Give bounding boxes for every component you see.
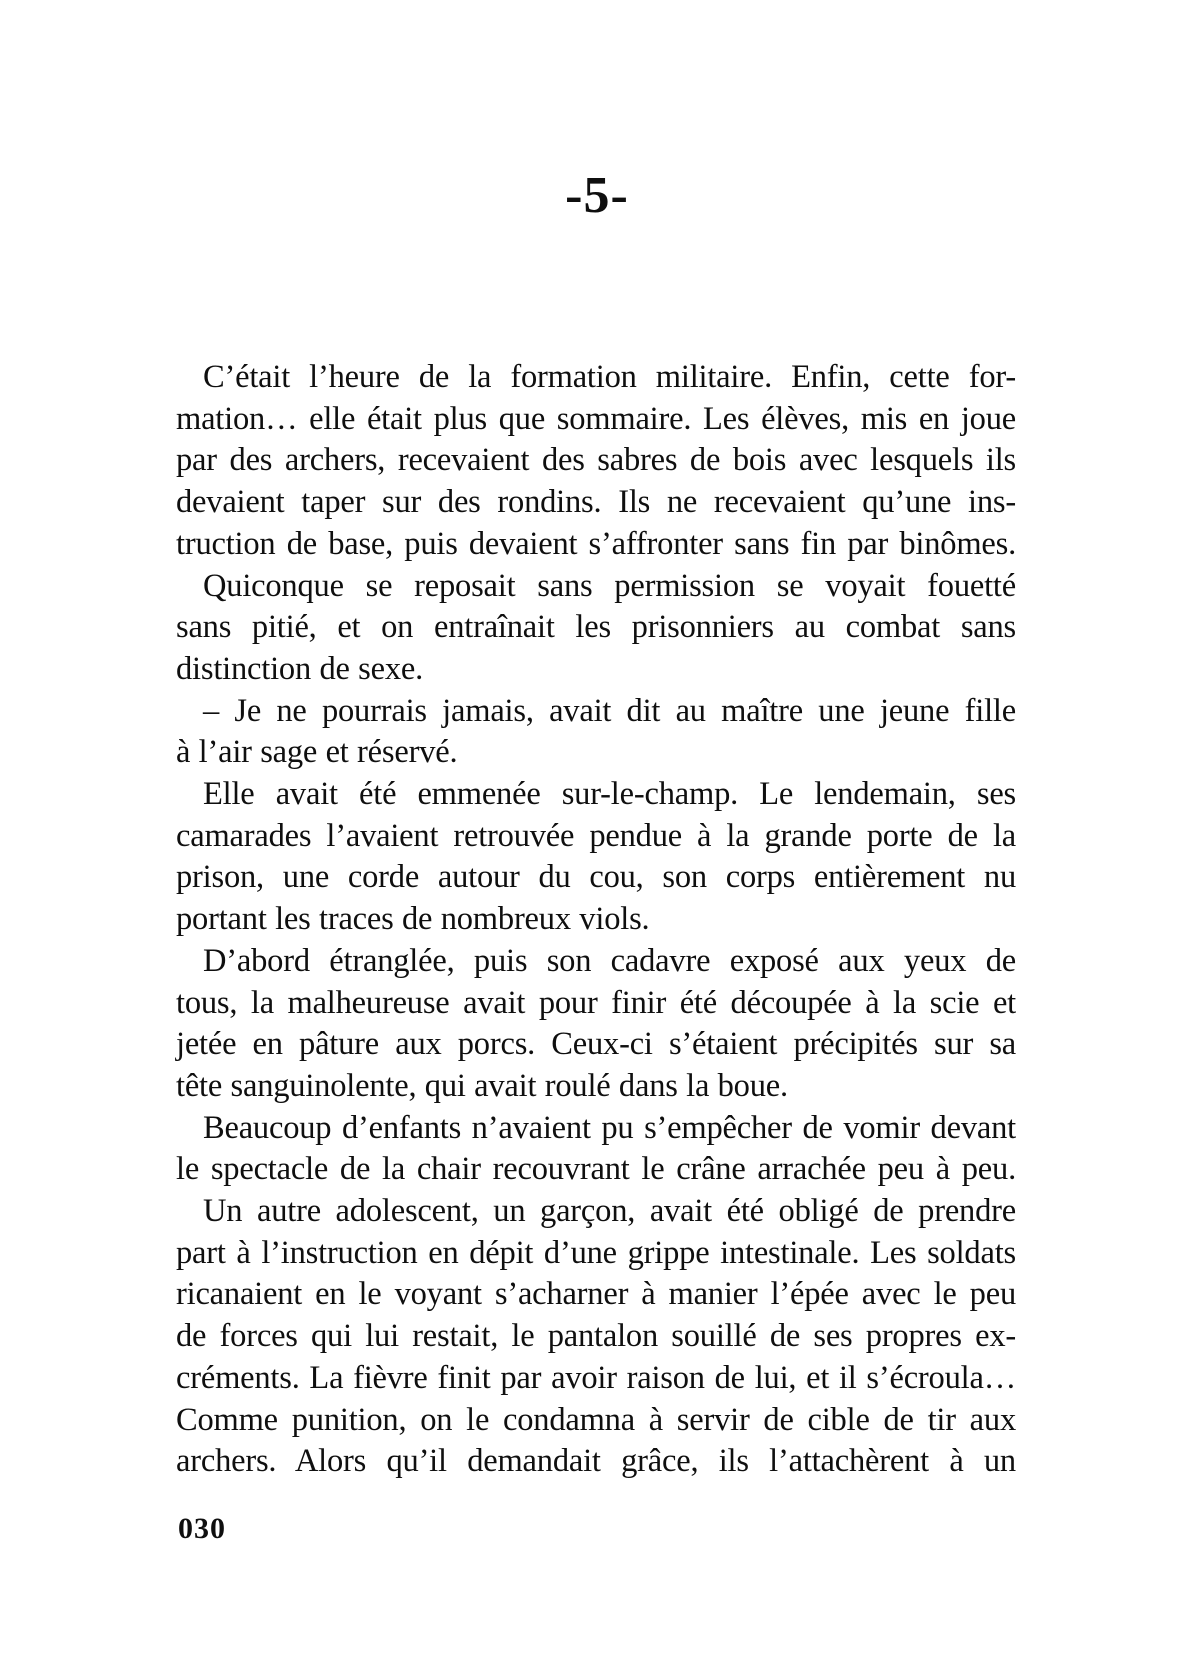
body-text — [176, 357, 1016, 1483]
text-line: jetée en pâture aux porcs. Ceux-ci s’étaient précipités sur sa — [176, 1026, 1016, 1063]
text-line: Elle avait été emmenée sur-le-champ. Le lendemain, ses — [203, 776, 1016, 813]
text-line: prison, une corde autour du cou, son corps entièrement nu — [176, 859, 1016, 896]
text-line: distinction de sexe. — [176, 650, 424, 687]
text-line: part à l’instruction en dépit d’une grippe intestinale. Les soldats — [176, 1234, 1016, 1271]
text-line: de forces qui lui restait, le pantalon souillé de ses propres ex- — [176, 1318, 1016, 1355]
text-line: sans pitié, et on entraînait les prisonniers au combat sans — [176, 609, 1016, 646]
text-line: Comme punition, on le condamna à servir de cible de tir aux — [176, 1401, 1016, 1438]
paragraph — [176, 1108, 1016, 1191]
text-line: par des archers, recevaient des sabres de bois avec lesquels ils — [176, 442, 1016, 479]
text-line: tous, la malheureuse avait pour finir été découpée à la scie et — [176, 984, 1016, 1021]
text-line: Un autre adolescent, un garçon, avait été obligé de prendre — [203, 1193, 1016, 1230]
paragraph — [176, 357, 1016, 566]
paragraph — [176, 1191, 1016, 1483]
paragraph — [176, 774, 1016, 941]
text-line: portant les traces de nombreux viols. — [176, 901, 650, 938]
text-line: Quiconque se reposait sans permission se voyait fouetté — [203, 567, 1016, 604]
paragraph — [176, 566, 1016, 691]
page-number: 030 — [178, 1512, 226, 1545]
chapter-heading: -5- — [565, 167, 629, 224]
text-line: devaient taper sur des rondins. Ils ne recevaient qu’une ins- — [176, 484, 1016, 521]
paragraph — [176, 691, 1016, 774]
text-line: à l’air sage et réservé. — [176, 734, 458, 771]
text-line: tête sanguinolente, qui avait roulé dans la boue. — [176, 1067, 788, 1104]
text-line: Beaucoup d’enfants n’avaient pu s’empêcher de vomir devant — [203, 1109, 1016, 1146]
text-line: D’abord étranglée, puis son cadavre exposé aux yeux de — [203, 942, 1016, 979]
text-line: ricanaient en le voyant s’acharner à manier l’épée avec le peu — [176, 1276, 1016, 1313]
text-line: mation… elle était plus que sommaire. Les élèves, mis en joue — [176, 400, 1016, 437]
text-line: créments. La fièvre finit par avoir raison de lui, et il s’écroula… — [176, 1359, 1016, 1396]
text-line: le spectacle de la chair recouvrant le crâne arrachée peu à peu. — [176, 1151, 1016, 1188]
text-line: truction de base, puis devaient s’affronter sans fin par binômes. — [176, 525, 1016, 562]
text-line: camarades l’avaient retrouvée pendue à la grande porte de la — [176, 817, 1016, 854]
text-line: archers. Alors qu’il demandait grâce, ils l’attachèrent à un — [176, 1443, 1016, 1480]
paragraph — [176, 941, 1016, 1108]
text-line: C’était l’heure de la formation militaire. Enfin, cette for- — [203, 359, 1016, 395]
text-line: – Je ne pourrais jamais, avait dit au maître une jeune fille — [203, 692, 1016, 729]
